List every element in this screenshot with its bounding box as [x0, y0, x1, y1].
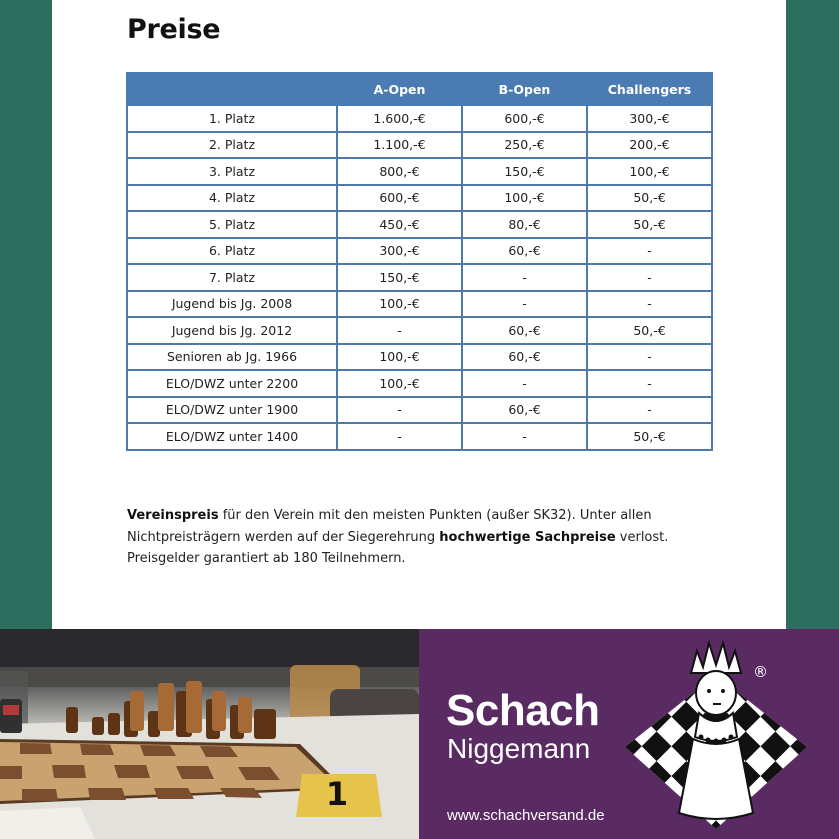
- cell-b-open: 600,-€: [462, 105, 587, 132]
- registered-mark: ®: [753, 663, 768, 681]
- table-row: [127, 132, 712, 159]
- note-text-1: für den Verein mit den meisten Punkten (außer SK32). Unter allen Nichtpreisträgern werden auf der Siegerehrung: [127, 508, 652, 545]
- cell-a-open: 800,-€: [337, 158, 462, 185]
- brand-url: www.schachversand.de: [447, 807, 605, 824]
- header-challengers: Challengers: [587, 73, 712, 105]
- cell-a-open: -: [337, 423, 462, 450]
- header-a-open: A-Open: [337, 73, 462, 105]
- cell-b-open: 150,-€: [462, 158, 587, 185]
- note-text-2: verlost. Preisgelder garantiert ab 180 Teilnehmern.: [127, 529, 669, 566]
- cell-b-open: -: [462, 423, 587, 450]
- cell-a-open: 100,-€: [337, 291, 462, 318]
- note-bold-club-prize: Vereinspreis: [127, 508, 219, 523]
- cell-a-open: 100,-€: [337, 344, 462, 371]
- header-category: [127, 73, 337, 105]
- header-b-open: B-Open: [462, 73, 587, 105]
- brand-name: Schach: [446, 686, 600, 735]
- cell-challengers: 50,-€: [587, 185, 712, 212]
- cell-b-open: 100,-€: [462, 185, 587, 212]
- table-row: [127, 291, 712, 318]
- cell-a-open: 600,-€: [337, 185, 462, 212]
- chess-queen-logo-icon: [621, 637, 811, 833]
- table-row: [127, 264, 712, 291]
- cell-a-open: 450,-€: [337, 211, 462, 238]
- cell-b-open: 60,-€: [462, 397, 587, 424]
- cell-b-open: -: [462, 264, 587, 291]
- cell-a-open: 1.600,-€: [337, 105, 462, 132]
- cell-category: 6. Platz: [127, 238, 337, 265]
- cell-challengers: 50,-€: [587, 211, 712, 238]
- prize-note: [127, 505, 717, 570]
- cell-a-open: -: [337, 397, 462, 424]
- document-page: [52, 0, 786, 629]
- cell-challengers: 300,-€: [587, 105, 712, 132]
- cell-challengers: -: [587, 397, 712, 424]
- cell-category: 4. Platz: [127, 185, 337, 212]
- cell-category: 1. Platz: [127, 105, 337, 132]
- cell-a-open: -: [337, 317, 462, 344]
- cell-a-open: 150,-€: [337, 264, 462, 291]
- table-row: [127, 370, 712, 397]
- cell-challengers: -: [587, 238, 712, 265]
- footer-banner: [0, 629, 839, 839]
- cell-challengers: 50,-€: [587, 423, 712, 450]
- chess-scene-illustration: [0, 629, 419, 839]
- table-row: [127, 317, 712, 344]
- cell-b-open: 250,-€: [462, 132, 587, 159]
- chess-tournament-photo: [0, 629, 419, 839]
- cell-category: 2. Platz: [127, 132, 337, 159]
- cell-b-open: 80,-€: [462, 211, 587, 238]
- prize-table: [126, 72, 713, 451]
- cell-category: ELO/DWZ unter 1900: [127, 397, 337, 424]
- cell-challengers: -: [587, 344, 712, 371]
- cell-category: 5. Platz: [127, 211, 337, 238]
- cell-a-open: 1.100,-€: [337, 132, 462, 159]
- cell-category: Senioren ab Jg. 1966: [127, 344, 337, 371]
- brand-subname: Niggemann: [447, 733, 591, 764]
- table-row: [127, 105, 712, 132]
- cell-b-open: 60,-€: [462, 344, 587, 371]
- cell-category: 7. Platz: [127, 264, 337, 291]
- prize-table-header-row: [127, 73, 712, 105]
- page-title: Preise: [127, 14, 221, 45]
- table-row: [127, 397, 712, 424]
- cell-category: Jugend bis Jg. 2012: [127, 317, 337, 344]
- note-bold-material-prizes: hochwertige Sachpreise: [439, 529, 616, 545]
- cell-b-open: 60,-€: [462, 238, 587, 265]
- table-row: [127, 158, 712, 185]
- cell-challengers: 100,-€: [587, 158, 712, 185]
- cell-b-open: -: [462, 370, 587, 397]
- cell-challengers: -: [587, 291, 712, 318]
- table-row: [127, 238, 712, 265]
- cell-challengers: 200,-€: [587, 132, 712, 159]
- cell-challengers: -: [587, 370, 712, 397]
- table-row: [127, 185, 712, 212]
- table-row: [127, 344, 712, 371]
- chess-pieces-icon: [66, 681, 276, 739]
- cell-challengers: 50,-€: [587, 317, 712, 344]
- table-row: [127, 423, 712, 450]
- brand-panel: [419, 629, 839, 839]
- cell-challengers: -: [587, 264, 712, 291]
- table-row: [127, 211, 712, 238]
- cell-category: Jugend bis Jg. 2008: [127, 291, 337, 318]
- cell-a-open: 300,-€: [337, 238, 462, 265]
- cell-category: 3. Platz: [127, 158, 337, 185]
- board-number-label: 1: [325, 775, 349, 813]
- chess-clock-icon: [0, 699, 22, 733]
- cell-category: ELO/DWZ unter 2200: [127, 370, 337, 397]
- cell-category: ELO/DWZ unter 1400: [127, 423, 337, 450]
- cell-a-open: 100,-€: [337, 370, 462, 397]
- cell-b-open: -: [462, 291, 587, 318]
- cell-b-open: 60,-€: [462, 317, 587, 344]
